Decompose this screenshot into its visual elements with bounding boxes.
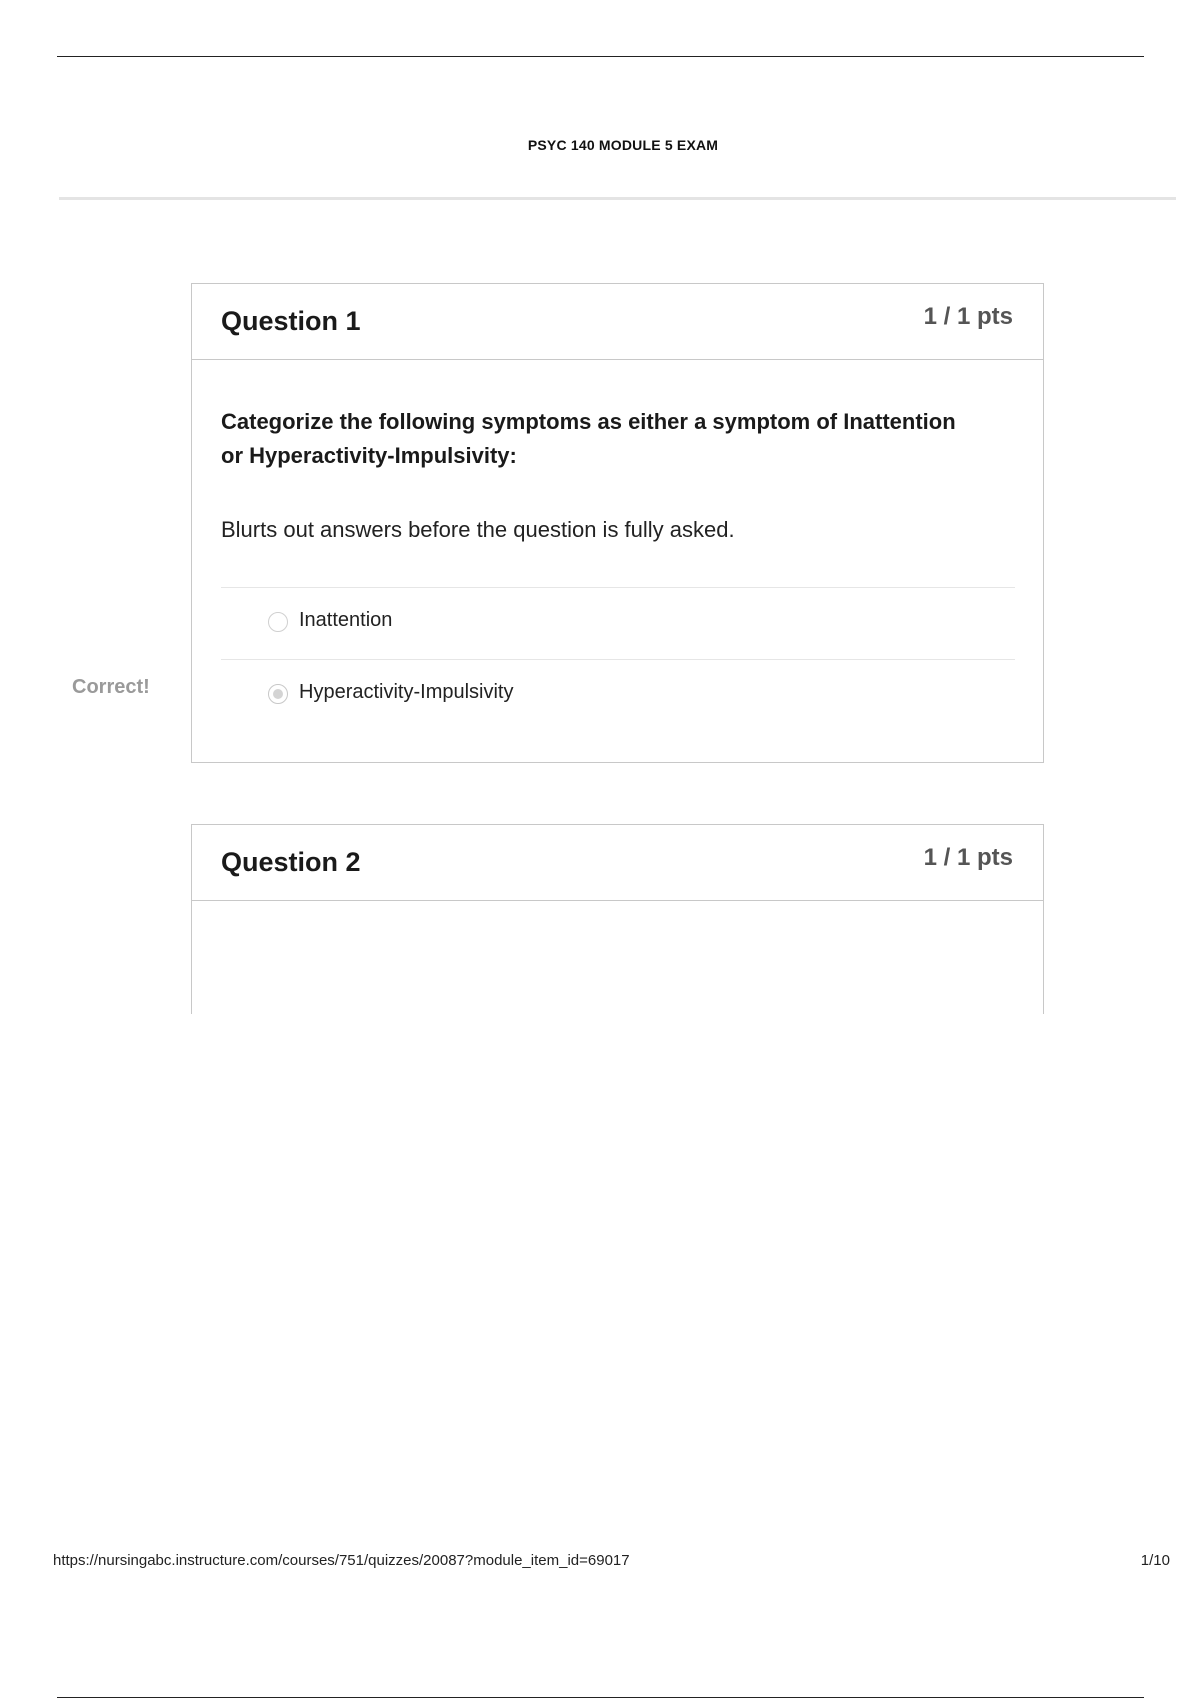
correct-answer-marker [58,668,190,708]
question-header [192,284,1043,360]
footer-url: https://nursingabc.instructure.com/courses/751/quizzes/20087?module_item_id=69017 [53,1552,630,1569]
page-number: 1/10 [1140,1552,1170,1569]
title-divider [59,197,1176,200]
radio-button-unselected[interactable] [268,612,288,632]
answer-option-inattention[interactable] [221,587,1015,659]
bottom-rule [57,1697,1144,1698]
top-rule [57,56,1144,57]
question-card-1 [191,283,1044,763]
correct-label: Correct! [72,676,150,698]
question-title: Question 1 [221,306,361,336]
answer-label: Hyperactivity-Impulsivity [299,681,514,703]
answer-option-hyperactivity-impulsivity[interactable] [221,659,1015,731]
question-stem: Blurts out answers before the question is fully asked. [221,517,735,542]
document-title: PSYC 140 MODULE 5 EXAM [527,137,719,153]
question-points: 1 / 1 pts [923,303,1013,330]
question-title: Question 2 [221,847,361,877]
question-points: 1 / 1 pts [923,844,1013,871]
answer-label: Inattention [299,609,393,631]
radio-button-selected[interactable] [268,684,288,704]
question-prompt: Categorize the following symptoms as either a symptom of Inattention or Hyperactivity-Impulsivity: [221,409,956,468]
question-header [192,825,1043,901]
question-card-2 [191,824,1044,1014]
